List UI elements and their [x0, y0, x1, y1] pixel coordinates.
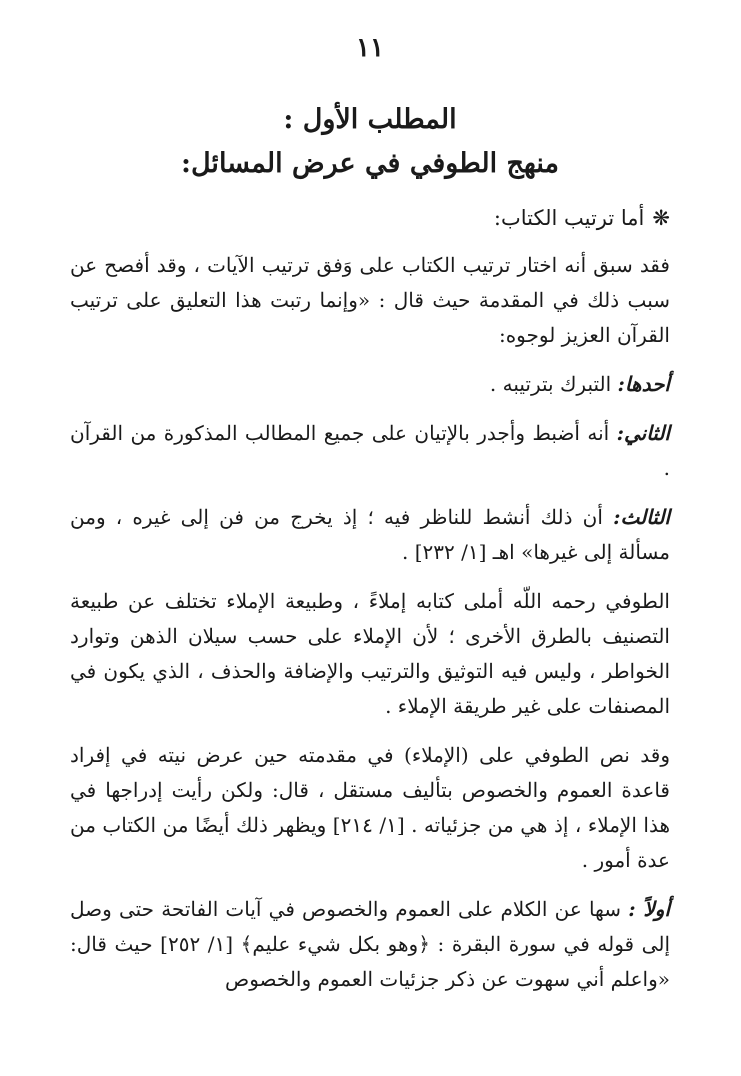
paragraph-4-text: أن ذلك أنشط للناظر فيه ؛ إذ يخرج من فن إلى غيره ، ومن مسألة إلى غيرها» اهـ [١/ ٢٣٢] . — [70, 505, 670, 564]
topic-label — [70, 200, 670, 236]
paragraph-4 — [70, 500, 670, 570]
paragraph-7 — [70, 892, 670, 997]
paragraph-7-lead: أولاً : — [628, 897, 671, 921]
section-subheading: منهج الطوفي في عرض المسائل: — [181, 148, 559, 179]
paragraph-4-lead: الثالث: — [613, 505, 670, 529]
paragraph-3-lead: الثاني: — [616, 421, 670, 445]
paragraph-6: وقد نص الطوفي على (الإملاء) في مقدمته حين عرض نيته في إفراد قاعدة العموم والخصوص بتأليف مستقل ، قال: ولكن رأيت إدراجها في هذا الإملاء ، إذ هي من جزئياته . [١/ ٢١٤] ويظهر ذلك أيضًا من الكتاب من عدة أمور . — [70, 743, 670, 872]
paragraph-2-lead: أحدها: — [617, 372, 670, 396]
page-number: ١١ — [356, 33, 384, 63]
paragraph-7-text: سها عن الكلام على العموم والخصوص في آيات الفاتحة حتى وصل إلى قوله في سورة البقرة : ﴿وهو بكل شيء عليم﴾ [١/ ٢٥٢] حيث قال: «واعلم أني سهوت عن ذكر جزئيات العموم والخصوص — [70, 897, 670, 991]
paragraph-2-text: التبرك بترتيبه . — [489, 372, 612, 396]
topic-label-text: أما ترتيب الكتاب: — [493, 206, 645, 230]
paragraph-1: فقد سبق أنه اختار ترتيب الكتاب على وَفق ترتيب الآيات ، وقد أفصح عن سبب ذلك في المقدمة حيث قال : «وإنما رتبت هذا التعليق على ترتيب القرآن العزيز لوجوه: — [70, 253, 670, 347]
paragraph-3-text: أنه أضبط وأجدر بالإتيان على جميع المطالب المذكورة من القرآن . — [70, 421, 670, 480]
paragraph-5: الطوفي رحمه اللّه أملى كتابه إملاءً ، وطبيعة الإملاء تختلف عن طبيعة التصنيف بالطرق الأخرى ؛ لأن الإملاء على حسب سيلان الذهن وتوارد الخواطر ، وليس فيه التوثيق والترتيب والإضافة والحذف ، الذي يكون في المصنفات على غير طريقة الإملاء . — [70, 589, 670, 718]
paragraph-2 — [70, 367, 670, 402]
asterisk-icon: ❋ — [652, 206, 670, 230]
paragraph-3 — [70, 416, 670, 486]
section-heading: المطلب الأول : — [283, 104, 457, 135]
book-page — [70, 28, 670, 1011]
